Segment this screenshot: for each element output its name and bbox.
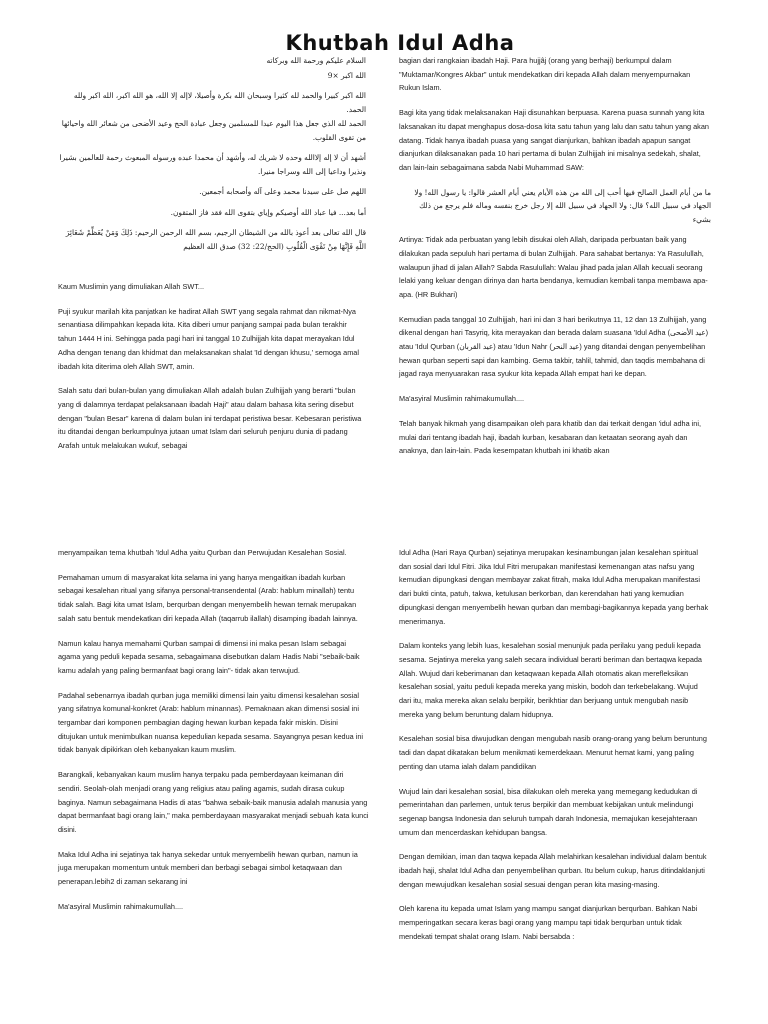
spacer <box>58 260 366 280</box>
column-top-left <box>58 54 366 464</box>
paragraph: Puji syukur marilah kita panjatkan ke hadirat Allah SWT yang segala rahmat dan nikmat-Nya senantiasa dilimpahkan kepada kita. Kita diberi umur panjang sampai pada bulan terakhir tahun 1444 H ini. Sehingga pada pagi hari ini tanggal 10 Zulhijjah kita dapat merayakan Idul Adha dengan tenang dan khidmat dan melaksanakan shalat 'Id dengan khusu,' semoga amal ibadah kita diterima oleh Allah SWT, amin. <box>58 306 359 371</box>
page-title: Khutbah Idul Adha <box>285 31 515 55</box>
paragraph: menyampaikan tema khutbah 'Idul Adha yaitu Qurban dan Perwujudan Kesalehan Sosial. <box>58 548 347 557</box>
paragraph: Ma'asyiral Muslimin rahimakumullah.... <box>58 901 184 911</box>
arabic-shalawat: اللهم صل على سيدنا محمد وعلى آله وأصحابه أجمعين. <box>199 187 366 196</box>
paragraph: Kesalehan sosial bisa diwujudkan dengan mengubah nasib orang-orang yang belum beruntung tadi dan dapat dikatakan belum menikmati kemerdekaan. Menurut hemat kami, yang paling penting dan utama ialah dalam pandidikan <box>399 734 707 771</box>
paragraph: Idul Adha (Hari Raya Qurban) sejatinya merupakan kesinambungan jalan kesalehan spiritual dan sosial dari Idul Fitri. Jika Idul Fitri merupakan manifestasi kemenangan atas nafsu yang kemudian dipungkasi dengan membayar zakat fitrah, maka Idul Adha merupakan manifestasi dari bukti cinta, patuh, takwa, ketulusan berkorban, dan kerendahan hati yang kemudian dipungkasi dengan menyembelih hewan qurban dan membagi-bagikannya kepada yang berhak menerimanya. <box>399 548 709 626</box>
paragraph: Artinya: Tidak ada perbuatan yang lebih disukai oleh Allah, daripada perbuatan baik yang dilakukan pada sepuluh hari pertama di bulan Zulhijjah. Para sahabat bertanya: Ya Rasulullah, walaupun jihad di jalan Allah? Sabda Rasulullah: Walau jihad pada jalan Allah kecuali seorang lelaki yang keluar dengan dirinya dan harta bendanya, kemudian kembali tanpa membawa apa-apa. (HR Bukhari) <box>399 235 708 299</box>
paragraph: Kemudian pada tanggal 10 Zulhijjah, hari ini dan 3 hari berikutnya 11, 12 dan 13 Zulhijjah, yang dikenal dengan hari Tasyriq, kita merayakan dan berada dalam suasana 'Idul Adha (عيد الأضحى) atau 'Idul Qurban (عيد القربان) atau 'Idun Nahr (عيد النحر) yang ditandai dengan penyembelihan hewan qurban seperti sapi dan kambing. Gema takbir, tahlil, tahmid, dan taqdis membahana di jagad raya menyuarakan rasa syukur kita kepada Allah empat hari ke depan. <box>399 314 709 379</box>
paragraph: Kaum Muslimin yang dimuliakan Allah SWT... <box>58 282 204 291</box>
paragraph: Wujud lain dari kesalehan sosial, bisa dilakukan oleh mereka yang memegang kedudukan di pemerintahan dan parlemen, untuk terus berpikir dan membuat kebijakan untuk melindungi segenap bangsa Indonesia dan seluruh tumpah darah Indonesia, memajukan kesejahteraan umum dan mencerdaskan kehidupan bangsa. <box>399 786 698 837</box>
paragraph: Namun kalau hanya memahami Qurban sampai di dimensi ini maka pesan Islam sebagai agama yang peduli kepada sesama, sebagaimana disebutkan dalam Hadis Nabi "sebaik-baik kamu adalah yang paling bermanfaat bagi orang lain"- tidak akan terwujud. <box>58 638 360 675</box>
paragraph: Telah banyak hikmah yang disampaikan oleh para khatib dan dai terkait dengan 'idul adha ini, mulai dari tentang ibadah haji, ibadah kurban, kesabaran dan ketaatan seorang ayah dan anaknya, dan lain-lain. Pada kesempatan khutbah ini khatib akan <box>399 418 701 456</box>
paragraph: Ma'asyiral Muslimin rahimakumullah.... <box>399 394 525 404</box>
arabic-hamdalah: الحمد لله الذي جعل هذا اليوم عيدا للمسلمين وجعل عبادة الحج وعيد الأضحى من شعائر الله واحيائها من تقوى القلوب. <box>61 119 366 142</box>
column-top-right <box>399 54 711 469</box>
arabic-takbir: الله اكبر كبيرا والحمد لله كثيرا وسبحان الله بكرة وأصيلا، لاإله إلا الله، هو الله اكبر، الله اكبر ولله الحمد. <box>73 91 366 114</box>
arabic-hadith: ما من أيام العمل الصالح فيها أحب إلى الله من هذه الأيام يعني أيام العشر قالوا: يا رسول الله! ولا الجهاد في سبيل الله؟ قال: ولا الجهاد في سبيل الله إلا رجل خرج بنفسه وماله فلم يرجع من ذلك بشيء <box>414 187 711 224</box>
arabic-takbir-count: الله اكبر ×9 <box>327 70 366 80</box>
paragraph: Bagi kita yang tidak melaksanakan Haji disunahkan berpuasa. Karena puasa sunnah yang kita laksanakan itu dapat menghapus dosa-dosa kita satu tahun yang lalu dan satu tahun yang akan datang. Tidak hanya ibadah puasa yang sangat dianjurkan, bahkan ibadah apapun sangat dianjurkan dilaksanakan pada 10 hari pertama di bulan Zulhijjah ini misalnya sedekah, shalat, dan lain-lain sebagaimana sabda Nabi Muhammad SAW: <box>399 108 709 172</box>
paragraph: Barangkali, kebanyakan kaum muslim hanya terpaku pada pemberdayaan keimanan diri sendiri. Seolah-olah menjadi orang yang religius atau paling agamis, sudah dirasa cukup baginya. Namun sebagaimana Hadis di atas "bahwa sebaik-baik manusia adalah manusia yang dapat bermanfaat bagi orang lain," maka pemberdayaan masyarakat menjadi sebuah kata kunci disini. <box>58 770 369 834</box>
paragraph: Salah satu dari bulan-bulan yang dimuliakan Allah adalah bulan Zulhijjah yang berarti "bulan yang di dalamnya terdapat pelaksanaan ibadah Haji" atau dalam bahasa kita sering disebut dengan "bulan Besar" karena di dalam bulan ini terdapat peristiwa besar. Kebesaran peristiwa itu ditandai dengan berkumpulnya jutaan umat Islam dari seluruh penjuru dunia di padang Arafah untuk melakukan wukuf, sebagai <box>58 386 362 451</box>
paragraph: bagian dari rangkaian ibadah Haji. Para hujjâj (orang yang berhaji) berkumpul dalam "Muktamar/Kongres Akbar" untuk mendekatkan diri kepada Allah dalam menyempurnakan Rukun Islam. <box>399 56 691 93</box>
paragraph: Oleh karena itu kepada umat Islam yang mampu sangat dianjurkan berqurban. Bahkan Nabi memperingatkan secara keras bagi orang yang mampu tapi tidak berqurban untuk tidak mendekati tempat shalat orang Islam. Nabi bersabda : <box>399 904 698 941</box>
column-bottom-right <box>399 546 711 955</box>
arabic-quran-verse: قال الله تعالى بعد أعوذ بالله من الشيطان الرجيم، بسم الله الرحمن الرحيم: ذَلِكَ وَمَنْ يُعَظِّمْ شَعَائِرَ اللَّهِ فَإِنَّهَا مِنْ تَقْوَى الْقُلُوبِ (الحج/22: 32) صدق الله العظيم <box>65 228 366 251</box>
paragraph: Padahal sebenarnya ibadah qurban juga memiliki dimensi lain yaitu dimensi kesalehan sosial yang sifatnya komunal-konkret (Arab: hablum minannas). Pemaknaan akan dimensi sosial ini tergambar dari komponen pembagian daging hewan kurban kepada fakir miskin. Disini ditujukan untuk menimbulkan nuansa kepedulian kepada sesama. Sayangnya pesan kedua ini tidak banyak dipikirkan oleh kebanyakan kaum muslim. <box>58 690 364 755</box>
paragraph: Pemahaman umum di masyarakat kita selama ini yang hanya mengaitkan ibadah kurban sebagai kesalehan ritual yang sifanya personal-transendental (Arab: hablum minallah) tentu tidak salah. Bagi kita umat Islam, berqurban dengan menyembelih hewan ternak merupakan salah satu bentuk mendekatkan diri kepada Allah (taqarrub ilallah) disamping ibadah lainnya. <box>58 572 358 623</box>
column-bottom-left <box>58 546 369 924</box>
arabic-syahadat: أشهد أن لا إله إلاالله وحده لا شريك له، وأشهد أن محمدا عبده ورسوله المبعوث رحمة للعالمين بشيرا ونذيرا وداعيا إلى الله وسراجا منيرا. <box>59 153 366 176</box>
arabic-greeting: السلام عليكم ورحمة الله وبركاته <box>266 56 366 65</box>
paragraph: Dengan demikian, iman dan taqwa kepada Allah melahirkan kesalehan individual dalam bentuk ibadah haji, shalat Idul Adha dan penyembelihan qurban. Itu belum cukup, harus ditindaklanjuti dengan mewujudkan kesalehan sosial sesuai dengan peran kita masing-masing. <box>399 852 707 889</box>
arabic-wasiat: أما بعد... فيا عباد الله أوصيكم وإياي بتقوى الله فقد فاز المتقون. <box>170 207 366 217</box>
paragraph: Maka Idul Adha ini sejatinya tak hanya sekedar untuk menyembelih hewan qurban, namun ia juga merupakan momentum untuk memberi dan berbagi sebagai simbol ketaqwaan dan penerapan.lebih2 di zaman sekarang ini <box>58 849 358 887</box>
paragraph: Dalam konteks yang lebih luas, kesalehan sosial menunjuk pada perilaku yang peduli kepada sesama. Sejatinya mereka yang saleh secara individual berarti beriman dan bertaqwa kepada Allah. Wujud dari keberimanan dan ketaqwaan kepada Allah otomatis akan merefleksikan kesalehan sosial, yaitu peduli kepada mereka yang miskin, bodoh dan terkebelakang. Wujud dari itu, maka mereka akan selalu berpikir, berikhtiar dan berjuang untuk mengubah nasib mereka yang belum beruntung dalam hidupnya. <box>399 641 702 719</box>
